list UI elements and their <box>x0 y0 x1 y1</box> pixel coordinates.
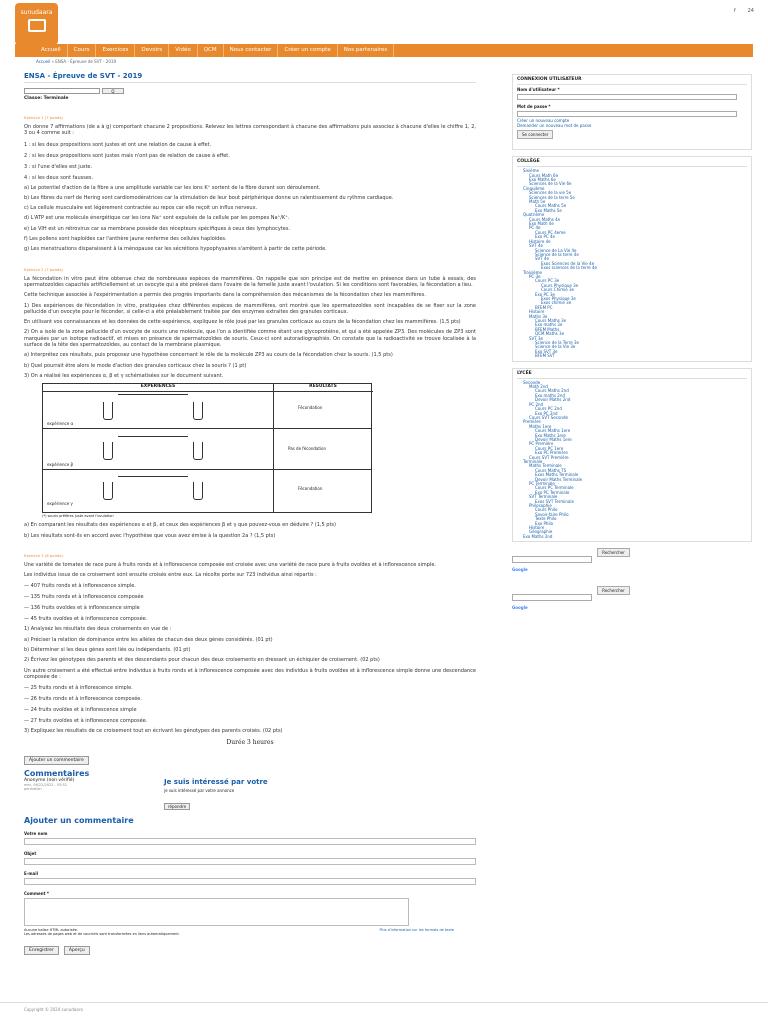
ex3-result: — 24 fruits ovoïdes et à inflorescence simple <box>24 707 137 714</box>
ex1-code: 4 : si les deux sont fausses. <box>24 174 94 181</box>
sidebar-tree-item[interactable]: Science de la terre 4e <box>535 251 579 257</box>
sidebar-tree-item[interactable]: Maths 3e <box>529 313 548 319</box>
ex3-result: — 45 fruits ovoïdes et à inflorescence composée. <box>24 616 148 623</box>
sidebar-tree-item[interactable]: Histoire <box>529 309 545 315</box>
sidebar-tree-item[interactable]: Cours Maths 2nd <box>535 388 569 394</box>
top-bar <box>0 0 768 40</box>
add-comment-button[interactable]: Ajouter un commentaire <box>24 756 89 765</box>
nav-accueil[interactable]: Accueil <box>35 44 68 57</box>
ex3-question: b) Déterminer si les deux gènes sont liés ou indépendants. (01 pt) <box>24 647 191 654</box>
email-field[interactable] <box>24 878 476 885</box>
top-link-24[interactable]: 24 <box>747 8 754 14</box>
format-tip: Aucune balise HTML autorisée. <box>24 927 79 932</box>
sidebar-tree-item[interactable]: SVT Terminale <box>529 494 558 500</box>
tube-icon <box>193 442 203 460</box>
sidebar-tree-item[interactable]: Exo PC Terminale <box>535 489 570 495</box>
ex2-paragraph: En utilisant vos connaissances et les données de cette expérience, expliquez le rôle joué par les granules corticaux au cours de la fécondation chez les mammifères. (1,5 pts) <box>24 319 461 326</box>
sidebar-tree-item[interactable]: Sciences de la Vie 6e <box>529 181 572 187</box>
ex1-intro: On donne 7 affirmations (de a à g) comportant chacune 2 propositions. Relevez les lettres correspondant à chacune des affirmations puis associez à chacune d'elles le chiffre 1, 2, 3 ou 4 comme suit : <box>24 124 476 137</box>
sidebar-tree-item[interactable]: Science de La Vie 4e <box>535 247 577 253</box>
sidebar-tree-item[interactable]: Exo PC Première <box>535 450 568 456</box>
sidebar-tree-item[interactable]: BFEM Maths <box>535 326 560 332</box>
nav-video[interactable]: Vidéo <box>169 44 197 57</box>
site-name: sunudaara <box>20 9 53 16</box>
nav-devoirs[interactable]: Devoirs <box>135 44 169 57</box>
sidebar-tree-item[interactable]: PC Première <box>529 441 554 447</box>
sidebar-tree-item[interactable]: PC 3e <box>529 273 541 279</box>
facebook-icon[interactable]: f <box>733 8 736 14</box>
sidebar-tree-item[interactable]: Cours PC 4eme <box>535 229 566 235</box>
sidebar-tree-item[interactable]: Cours Math 6e <box>529 172 559 178</box>
tube-icon <box>103 402 113 420</box>
sidebar-tree-item[interactable]: Philosophie <box>529 503 552 509</box>
password-label: Mot de passe * <box>517 104 551 109</box>
ex2-question: a) En comparant les résultats des expériences α et β, et ceux des expériences β et γ que pouvez-vous en déduire ? (1,5 pts) <box>24 522 336 529</box>
username-label: Nom d'utilisateur * <box>517 87 560 92</box>
lycee-heading: LYCÉE <box>517 371 747 379</box>
ex3-result: — 27 fruits ovoïdes et à inflorescence composée. <box>24 718 148 725</box>
college-heading: COLLÈGE <box>517 159 747 167</box>
subject-field[interactable] <box>24 858 476 865</box>
nav-cours[interactable]: Cours <box>68 44 97 57</box>
sidebar-tree-item[interactable]: Cours SVT Première <box>529 454 569 460</box>
breadcrumb <box>36 59 476 64</box>
sidebar-tree-item[interactable]: Sciences de la vie 5e <box>529 190 572 196</box>
comment-label: Comment * <box>24 890 49 896</box>
ex1-item: f) Les pollens sont haploïdes car l'anthère jaune renferme des cellules haploïdes. <box>24 236 227 243</box>
sidebar-tree-item[interactable]: Math 5e <box>529 199 546 205</box>
ex3-result: — 25 fruits ronds et à inflorescence simple. <box>24 685 133 692</box>
sidebar-tree-item[interactable]: Science de la Terre 3e <box>535 340 579 346</box>
sidebar-tree-item[interactable]: Cours PC 3e <box>535 278 560 284</box>
sidebar-tree-item[interactable]: Cours Philo <box>535 507 558 513</box>
footer: Copyright © 2024 sunudaara <box>0 1002 768 1024</box>
sidebar-tree-item[interactable]: Exos Maths Terminale <box>535 472 579 478</box>
comments-heading: Commentaires <box>24 768 90 778</box>
name-label: Votre nom <box>24 830 48 836</box>
form-heading: Ajouter un commentaire <box>24 815 134 825</box>
format-tip: Les adresses de pages web et de courriels sont transformées en liens automatiquement. <box>24 931 180 936</box>
sidebar-tree-item[interactable]: Science de la Vie 3e <box>535 344 576 350</box>
tube-icon <box>103 442 113 460</box>
sidebar-tree-item[interactable]: Exos Physique 3e <box>541 295 576 301</box>
arrow-icon <box>118 436 188 437</box>
ex3-question: 1) Analysez les résultats des deux croisements en vue de : <box>24 626 172 633</box>
sidebar-tree-item[interactable]: Cours PC Terminale <box>535 485 574 491</box>
ex2-paragraph: b) Quel pourrait être alors le mode d'action des granules corticaux chez la souris ? (1 pt) <box>24 362 247 369</box>
sidebar-tree-item[interactable]: Seconde <box>523 379 541 385</box>
ex3-paragraph: Les individus issus de ce croisement sont ensuite croisés entre eux. La récolte porte sur 723 individus ainsi répartis : <box>24 572 317 579</box>
comment-textarea[interactable] <box>24 898 409 926</box>
sidebar-tree-item[interactable]: Savoir-faire Philo <box>535 511 569 517</box>
username-field[interactable] <box>517 94 737 100</box>
sidebar <box>512 74 752 610</box>
sidebar-tree-item[interactable]: Troisième <box>523 269 542 275</box>
result-alpha: Fécondation <box>298 405 323 411</box>
ex1-code: 3 : si l'une d'elles est juste. <box>24 163 93 170</box>
sidebar-tree-item[interactable]: Exo Maths 2nd <box>523 533 553 539</box>
save-button[interactable]: Enregistrer <box>24 946 59 955</box>
classe-label: Classe: Terminale <box>24 96 69 101</box>
ex1-item: e) Le VIH est un rétrovirus car sa membrane possède des récepteurs spécifiques à ceux des lymphocytes. <box>24 225 291 232</box>
ex1-item: g) Les menstruations disparaissent à la ménopause car les sécrétions hypophysaires s'arrêtent à partir de cette période. <box>24 246 327 253</box>
ex3-heading: Exercice 3 (6 points) <box>24 552 63 558</box>
sidebar-tree-item[interactable]: Exos sciences de la terre 4e <box>541 265 597 271</box>
sidebar-tree-item[interactable]: Sciences de la terre 5e <box>529 194 575 200</box>
google-search-button-2[interactable]: Rechercher <box>597 586 630 595</box>
sidebar-tree-item[interactable]: Cours Maths 5e <box>535 203 567 209</box>
arrow-icon <box>118 476 188 477</box>
ex2-heading: Exercice 2 (7 points) <box>24 266 63 272</box>
password-field[interactable] <box>517 111 737 117</box>
sidebar-tree-item[interactable]: Exos chimie 3e <box>541 300 572 306</box>
sidebar-tree-item[interactable]: Exo PC 3e <box>535 291 555 297</box>
sidebar-tree-item[interactable]: Exos SVT Terminale <box>535 498 574 504</box>
breadcrumb-home[interactable]: Accueil <box>36 59 51 64</box>
comment-body: je suis intéressé par votre annonce <box>164 787 235 793</box>
ex2-paragraph: 1) Des expériences de fécondation in vitro, pratiquées chez différentes espèces de mammifères, ont montré que les spermatozoïdes sont incapables de se fixer sur la zone pellucide d'un ovocyte pour le féconder, si celle-ci a été préalablement traitée par des enzymes extraites des granules corticaux. <box>24 302 476 315</box>
sidebar-tree-item[interactable]: Histoire <box>529 525 545 531</box>
comment-author: Anonyme (non vérifié) <box>24 777 75 783</box>
google-search-input-2[interactable] <box>512 594 592 601</box>
sidebar-tree-item[interactable]: Exo Math 4e <box>529 221 554 227</box>
site-logo[interactable] <box>15 3 58 45</box>
exp-gamma-label: expérience γ <box>47 501 73 507</box>
tube-icon <box>193 402 203 420</box>
sidebar-tree-item[interactable]: SVT 4e <box>535 256 549 262</box>
result-gamma: Fécondation <box>298 486 323 492</box>
sidebar-tree-item[interactable]: Histoire 4e <box>529 238 551 244</box>
nav-exercices[interactable]: Exercices <box>96 44 135 57</box>
ex3-question: 2) Écrivez les génotypes des parents et des descendants pour chacun des deux croisements en dressant un échiquier de croisement. (02 pts) <box>24 657 380 664</box>
sidebar-tree-item[interactable]: PC 4e <box>529 225 541 231</box>
sidebar-tree-item[interactable]: Exo PC 2nd <box>535 410 558 416</box>
sidebar-tree-item[interactable]: Sixième <box>523 168 539 174</box>
arrow-icon <box>118 394 188 395</box>
sidebar-tree-item[interactable]: Exo Maths 6e <box>529 177 556 182</box>
sidebar-tree-item[interactable]: Exo Philo <box>535 520 554 526</box>
reply-button[interactable]: répondre <box>164 803 190 810</box>
sidebar-tree-item[interactable]: Cours Maths 3e <box>535 318 567 323</box>
sidebar-tree-item[interactable]: Math 2nd <box>529 384 548 390</box>
sidebar-tree-item[interactable]: Exo SVT 3e <box>535 348 558 354</box>
ex1-item: c) La cellule musculaire est légèrement contractée au repos car elle reçoit un influx nerveux. <box>24 205 258 212</box>
ex2-paragraph: a) Interprétez ces résultats, puis proposez une hypothèse concernant le rôle de la molécule ZP3 au cours de la fécondation chez la souris. (1,5 pts) <box>24 352 393 359</box>
ex2-paragraph: 2) On a isolé de la zone pellucide d'un ovocyte de souris une molécule, que l'on a identifiée comme étant une glycoprotéine, et qui a été appelée ZP3. Des molécules de ZP3 sont marquées par un isotope radioactif, et mises en présence de spermatozoïdes de souris. Ceux-ci sont autoradiographiés. On constate que la radioactivité se trouve localisée à la surface de la tête des spermatozoïdes, au contact de la membrane plasmique. <box>24 329 476 349</box>
sidebar-tree-item[interactable]: Cours PC 2nd <box>535 406 562 412</box>
tube-icon <box>103 482 113 500</box>
sidebar-tree-item[interactable]: Texte Philo <box>535 516 557 522</box>
ex1-item: d) L'ATP est une molécule énergétique car les ions Na⁺ sont expulsés de la cellule par les pompes Na⁺/K⁺. <box>24 215 290 222</box>
duree: Durée 3 heures <box>226 738 274 746</box>
create-account-link[interactable]: Créer un nouveau compte <box>517 118 570 123</box>
comment-title[interactable]: Je suis intéressé par votre <box>164 777 268 786</box>
sidebar-tree-item[interactable]: Cours SVT Seconde <box>529 414 568 420</box>
sidebar-tree-item[interactable]: Maths 1ere <box>529 423 552 429</box>
table-header-resultats: RESULTATS <box>273 384 373 392</box>
ex1-item: a) Le potentiel d'action de la fibre a une amplitude variable car les ions K⁺ sortent de la fibre durant son déroulement. <box>24 184 321 191</box>
google-logo-2: Google <box>512 605 528 611</box>
sidebar-tree-item[interactable]: Première <box>523 419 541 425</box>
google-logo: Google <box>512 567 528 573</box>
lycee-block <box>512 368 752 543</box>
ex3-question: a) Préciser la relation de dominance entre les allèles de chacun des deux gènes considérés. (01 pt) <box>24 636 273 643</box>
sidebar-tree-item[interactable]: Exo Maths 1ere <box>535 432 566 438</box>
comment <box>24 778 476 812</box>
sidebar-tree-item[interactable]: Exos Sciences de la Vie 4e <box>541 260 595 266</box>
nav-register[interactable]: Créer un compte <box>278 44 337 57</box>
table-header-experiences: EXPERIENCES <box>43 384 273 392</box>
format-more-link[interactable]: Plus d'information sur les formats de texte <box>379 927 454 932</box>
main-content <box>24 59 476 955</box>
college-block <box>512 156 752 361</box>
sidebar-tree-item[interactable]: Cours PC 1ere <box>535 445 564 451</box>
sidebar-tree-item[interactable]: SVT 4e <box>529 243 543 249</box>
tube-icon <box>193 482 203 500</box>
sidebar-tree-item[interactable]: Devoir Maths 1ere <box>535 436 572 442</box>
ex1-code: 2 : si les deux propositions sont justes mais n'ont pas de relation de cause à effet. <box>24 152 230 159</box>
search-button[interactable]: Q <box>102 88 124 94</box>
sidebar-tree-item[interactable]: Exo maths 2nd <box>535 392 565 398</box>
sidebar-tree-item[interactable]: Cours Chimie 3e <box>541 287 574 293</box>
sidebar-tree-item[interactable]: Géographie <box>529 529 553 535</box>
sidebar-tree-item[interactable]: Exo PC 4e <box>535 234 555 240</box>
ex3-question: Un autre croisement a été effectué entre individus à fruits ronds et à inflorescence composée avec des individus à fruits ovoïdes et à inflorescence simple donne une descendance composée de : <box>24 667 476 680</box>
sidebar-tree-item[interactable]: Cours Maths 1ere <box>535 428 571 434</box>
ex3-paragraph: Une variété de tomates de race pure à fruits ronds et à inflorescence composée est croisée avec une variété de race pure à fruits ovoïdes et à inflorescence simple. <box>24 561 437 568</box>
ex3-result: — 136 fruits ovoïdes et à inflorescence simple <box>24 605 140 612</box>
exp-alpha-label: expérience α <box>47 421 74 427</box>
nav-qcm[interactable]: QCM <box>198 44 224 57</box>
sidebar-tree-item[interactable]: Quatrième <box>523 212 545 218</box>
ex3-result: — 26 fruits ronds et à inflorescence composée. <box>24 696 142 703</box>
google-search-input[interactable] <box>512 556 592 563</box>
experiment-table <box>42 383 372 513</box>
new-password-link[interactable]: Demander un nouveau mot de passe <box>517 122 592 128</box>
table-note: (*) souris préfères juste avant l'ovulation <box>42 514 114 519</box>
ex3-last: 3) Expliquez les résultats de ce croisement tout en écrivant les génotypes des parents croisés. (02 pts) <box>24 728 283 735</box>
top-links <box>734 8 754 14</box>
sidebar-tree-item[interactable]: Terminale <box>523 458 543 464</box>
login-block <box>512 74 752 150</box>
exp-beta-label: expérience β <box>47 462 73 468</box>
login-button[interactable]: Se connecter <box>517 130 553 139</box>
google-search-button[interactable]: Rechercher <box>597 548 630 557</box>
sidebar-tree-item[interactable]: Maths Terminale <box>529 463 562 469</box>
sidebar-tree-item[interactable]: Devoir Maths Terminale <box>535 476 583 482</box>
sidebar-tree-item[interactable]: Cinquième <box>523 185 545 191</box>
ex2-paragraph: La fécondation in vitro peut être obtenue chez de nombreuses espèces de mammifères. On rappelle que son principe est de mettre en présence dans un tube à essais, des spermatozoïdes capacités artificiellement et un ovocyte qui a été prélevé dans l'ovaire de la femelle juste avant l'ovulation. Si les conditions sont favorables, la fécondation a lieu. <box>24 275 476 288</box>
subject-label: Objet <box>24 850 37 856</box>
nav-partners[interactable]: Nos partenaires <box>338 44 395 57</box>
main-nav <box>15 44 753 57</box>
breadcrumb-current: ENSA - Épreuve de SVT - 2019 <box>55 59 117 64</box>
sidebar-tree-item[interactable]: Cours Maths TS <box>535 467 567 473</box>
ex1-heading: Exercice 1 (7 points) <box>24 115 63 120</box>
ex1-item: b) Les fibres du nerf de Hering sont cardiomodératrices car la stimulation de leur bout périphérique donne un ralentissement du rythme cardiaque. <box>24 194 394 201</box>
nav-contact[interactable]: Nous contacter <box>224 44 279 57</box>
sidebar-tree-item[interactable]: Exo Maths 5e <box>535 207 562 213</box>
sidebar-tree-item[interactable]: PC Terminale <box>529 481 555 486</box>
search-row <box>24 88 476 94</box>
comment-date: mer, 06/22/2022 - 05:52 <box>24 782 67 787</box>
email-label: E-mail <box>24 870 39 876</box>
sidebar-tree-item[interactable]: Cours Physique 3e <box>541 282 579 288</box>
result-beta: Pas de fécondation <box>288 446 327 452</box>
sidebar-tree-item[interactable]: QCM Maths 3e <box>535 331 565 337</box>
login-heading: CONNEXION UTILISATEUR <box>517 77 747 85</box>
name-field[interactable] <box>24 838 476 845</box>
search-input[interactable] <box>24 88 100 94</box>
breadcrumb-sep: » <box>50 59 56 64</box>
comment-permalink[interactable]: permalien <box>24 786 42 791</box>
sidebar-tree-item[interactable]: BFEM SVT <box>535 353 556 359</box>
sidebar-tree-item[interactable]: Cours Maths 4e <box>529 216 561 222</box>
ex3-result: — 407 fruits ronds et à inflorescence simple. <box>24 583 136 590</box>
monitor-icon <box>28 19 46 32</box>
ex2-paragraph: Cette technique associée à l'expérimentation a permis des progrès importants dans la compréhension des mécanismes de la fécondation chez les mammifères. <box>24 292 426 299</box>
ex1-code: 1 : si les deux propositions sont justes et ont une relation de cause à effet. <box>24 141 212 148</box>
page-title: ENSA - Épreuve de SVT - 2019 <box>24 72 476 83</box>
sidebar-tree-item[interactable]: SVT 3e <box>529 335 543 341</box>
preview-button[interactable]: Aperçu <box>64 946 90 955</box>
sidebar-tree-item[interactable]: BFEM PC <box>535 304 553 310</box>
sidebar-tree-item[interactable]: Devoir Maths 2nd <box>535 397 571 403</box>
ex2-question: b) Les résultats sont-ils en accord avec l'hypothèse que vous avez émise à la question 2a ? (1,5 pts) <box>24 532 276 539</box>
ex3-result: — 135 fruits ronds et à inflorescence composée <box>24 594 144 601</box>
sidebar-tree-item[interactable]: PC 2nd <box>529 401 544 407</box>
sidebar-tree-item[interactable]: Exo maths 3e <box>535 322 563 328</box>
ex2-paragraph: 3) On a réalisé les expériences α, β et γ schématisées sur le document suivant. <box>24 372 224 379</box>
